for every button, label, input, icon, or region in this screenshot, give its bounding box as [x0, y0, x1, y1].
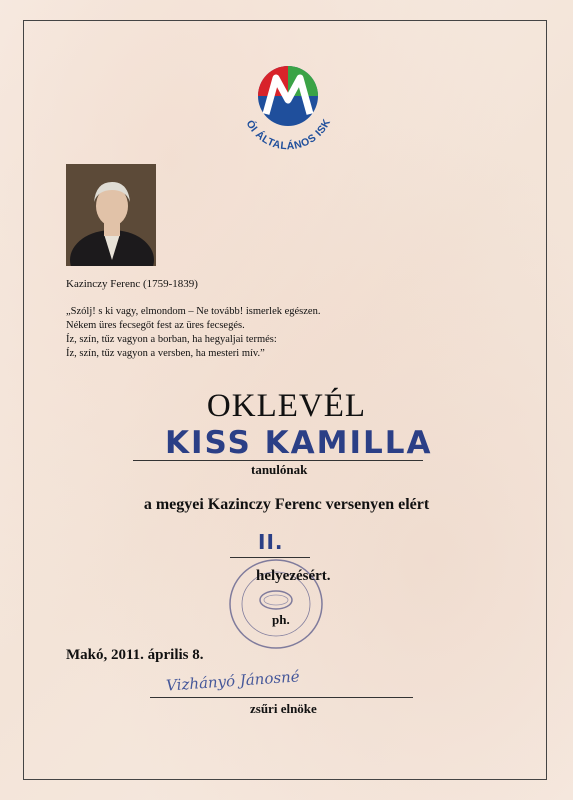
logo-text: ÓI ÁLTALÁNOS ISK: [243, 116, 334, 153]
signature-label: zsűri elnöke: [250, 701, 317, 716]
recipient-name: KISS KAMILLA: [165, 425, 433, 461]
placement-value: II.: [258, 530, 284, 554]
signature: Vizhányó Jánosné: [165, 667, 301, 695]
contest-text: a megyei Kazinczy Ferenc versenyen elért: [143, 496, 430, 513]
diploma-title: OKLEVÉL: [206, 388, 367, 424]
quote-line: Íz, szín, tűz vagyon a borban, ha hegyaljai termés:: [66, 334, 277, 345]
name-underline: [133, 460, 423, 461]
quote-line: „Szólj! s ki vagy, elmondom – Ne tovább! ismerlek egészen.: [66, 306, 321, 317]
poem-quote: [66, 305, 320, 361]
school-logo: [232, 56, 344, 168]
recipient-label: tanulónak: [251, 462, 308, 477]
quote-line: Íz, szín, tűz vagyon a versben, ha mesteri mív.”: [66, 348, 265, 359]
placement-label: helyezésért.: [256, 568, 331, 584]
signature-line: [150, 697, 413, 698]
place-and-date: Makó, 2011. április 8.: [66, 647, 204, 663]
placement-underline: [230, 557, 310, 558]
portrait-image: [66, 164, 156, 266]
stamp-placeholder-label: ph.: [272, 612, 290, 627]
quote-line: Nékem üres fecsegőt fest az üres fecsegés.: [66, 320, 245, 331]
portrait-caption: Kazinczy Ferenc (1759-1839): [66, 278, 198, 290]
